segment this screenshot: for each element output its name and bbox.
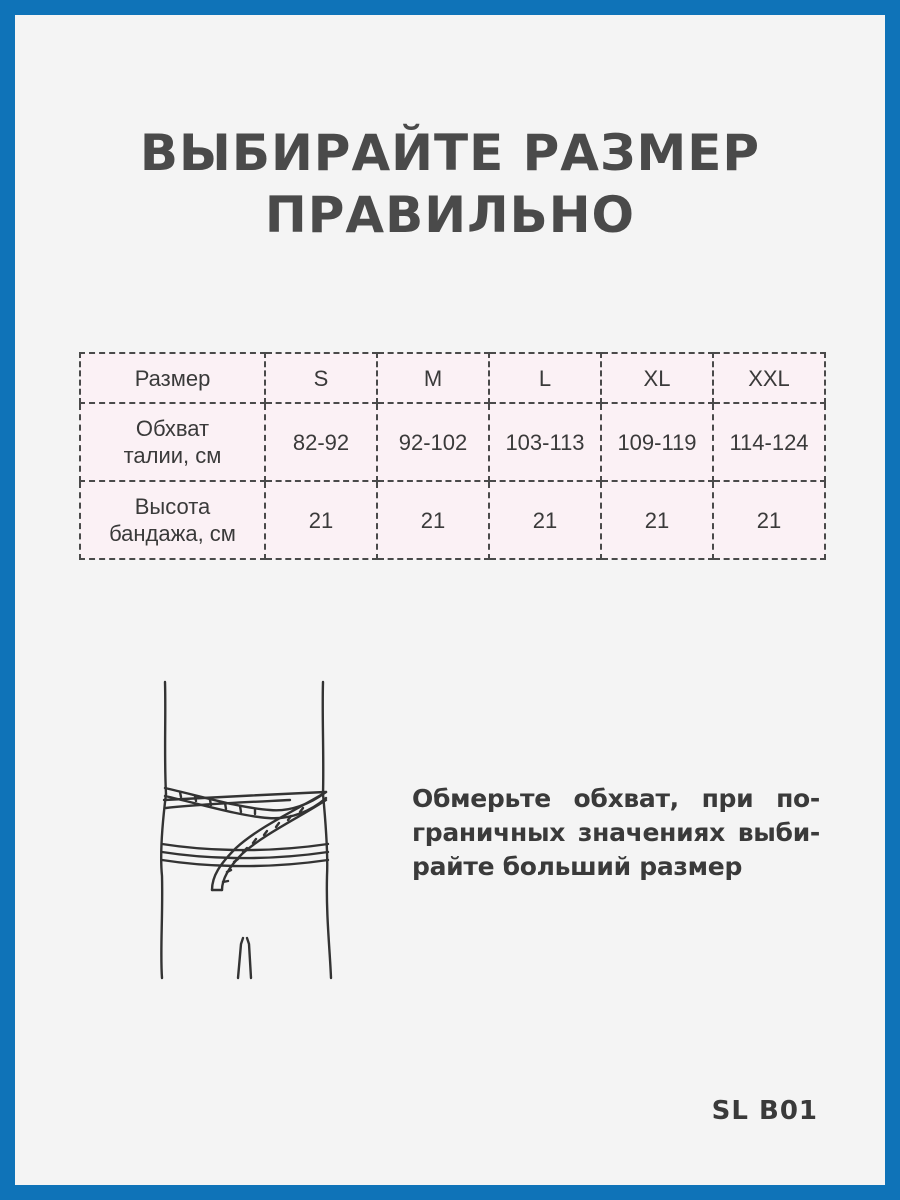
- row-label-waist: [80, 403, 265, 481]
- header-cell-size: Размер: [80, 353, 265, 403]
- size-chart-table: [79, 352, 826, 560]
- waist-value-xxl: 114-124: [713, 403, 825, 481]
- measuring-instruction: Обмерьте обхват, при по-граничных значениях выби-райте больший размер: [412, 784, 820, 881]
- height-value-m: 21: [377, 481, 489, 559]
- row-label-waist-line2: талии, см: [123, 443, 222, 468]
- waist-value-xl: 109-119: [601, 403, 713, 481]
- height-value-xxl: 21: [713, 481, 825, 559]
- title-line-1: ВЫБИРАЙТЕ РАЗМЕР: [139, 124, 761, 182]
- waist-measuring-tape-icon: [140, 676, 350, 986]
- height-value-s: 21: [265, 481, 377, 559]
- product-code: SL B01: [711, 1096, 818, 1126]
- title-line-2: ПРАВИЛЬНО: [264, 186, 636, 244]
- header-cell-s: S: [265, 353, 377, 403]
- header-cell-l: L: [489, 353, 601, 403]
- page-title: [0, 122, 900, 246]
- row-label-height-line1: Высота: [134, 494, 211, 519]
- header-cell-xxl: XXL: [713, 353, 825, 403]
- table-row-waist: [80, 403, 825, 481]
- waist-value-m: 92-102: [377, 403, 489, 481]
- header-cell-m: M: [377, 353, 489, 403]
- table-header-row: [80, 353, 825, 403]
- row-label-height-line2: бандажа, см: [109, 521, 236, 546]
- height-value-l: 21: [489, 481, 601, 559]
- table-row-height: [80, 481, 825, 559]
- header-cell-xl: XL: [601, 353, 713, 403]
- waist-value-l: 103-113: [489, 403, 601, 481]
- height-value-xl: 21: [601, 481, 713, 559]
- waist-value-s: 82-92: [265, 403, 377, 481]
- row-label-waist-line1: Обхват: [135, 416, 210, 441]
- row-label-height: [80, 481, 265, 559]
